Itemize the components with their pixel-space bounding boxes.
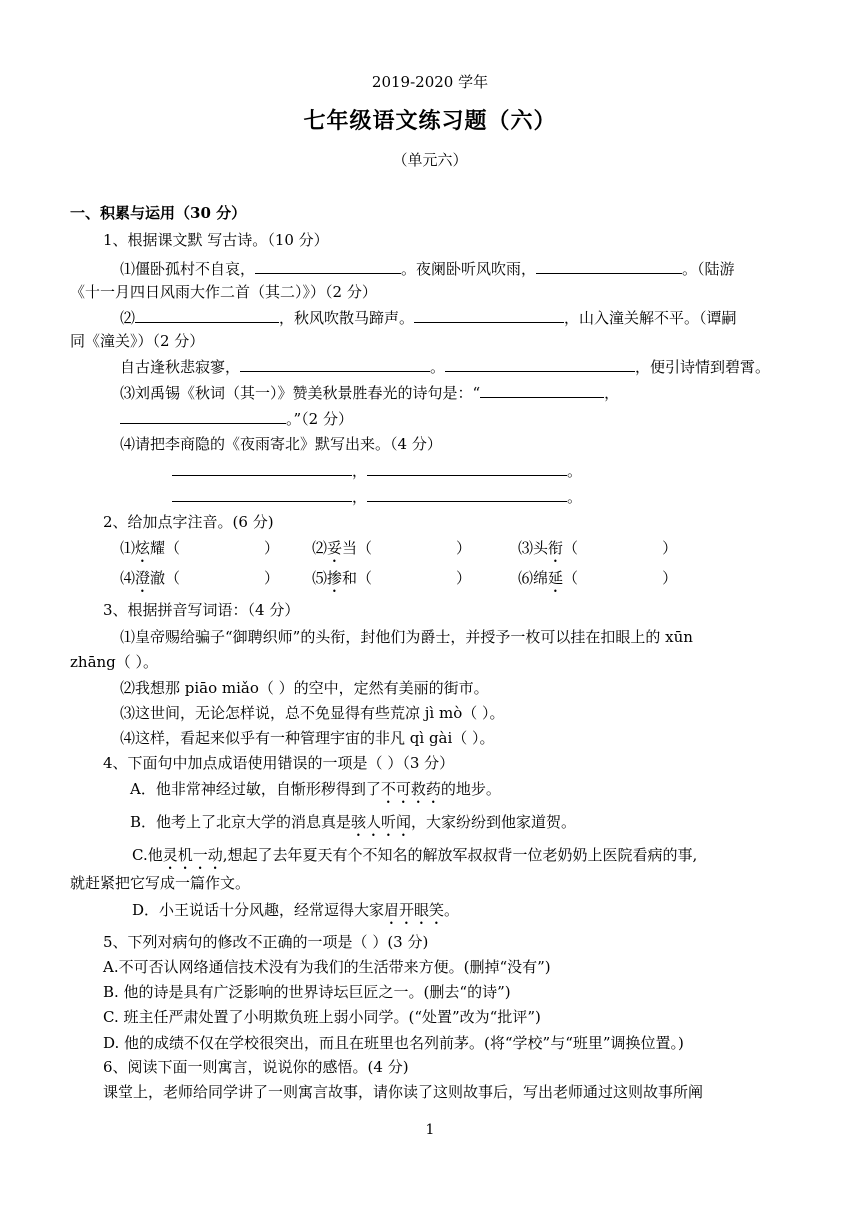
- answer-blank[interactable]: [445, 356, 635, 372]
- q2-item-2: ⑵妥当（ ）: [312, 539, 472, 557]
- answer-blank[interactable]: [536, 258, 682, 274]
- answer-blank[interactable]: [367, 486, 567, 502]
- q5-option-c: C. 班主任严肃处置了小明欺负班上弱小同学。(“处置”改为“批评”): [103, 1008, 541, 1026]
- q1-poem-5-blanks-2: ， 。: [172, 486, 582, 507]
- q1-poem-3-line: 自古逢秋悲寂寥， 。 ，便引诗情到碧霄。: [120, 358, 771, 376]
- answer-blank[interactable]: [480, 382, 604, 398]
- section-title: 一、积累与运用（30 分）: [70, 204, 247, 222]
- q4-option-b: B．他考上了北京大学的消息真是骇人听闻，大家纷纷到他家道贺。: [130, 813, 577, 831]
- q1-poem-5-blanks-1: ， 。: [172, 460, 582, 481]
- q1-poem-1-source: 《十一月四日风雨大作二首（其二）》）（2 分）: [70, 283, 377, 301]
- question-3-title: 3、根据拼音写词语：（4 分）: [103, 601, 300, 619]
- q5-option-d: D. 他的成绩不仅在学校很突出，而且在班里也名列前茅。(将“学校”与“班里”调换位置。): [103, 1034, 684, 1052]
- school-year: 2019-2020 学年: [371, 73, 489, 91]
- q3-line-1: ⑴皇帝赐给骗子“御聘织师”的头衔，封他们为爵士，并授予一枚可以挂在扣眼上的 xūn: [120, 628, 693, 646]
- q1-poem-2-line: ⑵ ，秋风吹散马蹄声。 ，山入潼关解不平。（谭嗣: [120, 309, 737, 327]
- q5-option-a: A.不可否认网络通信技术没有为我们的生活带来方便。(删掉“没有”): [103, 958, 551, 976]
- page-title: 七年级语文练习题（六）: [303, 108, 557, 134]
- q1-poem-4-line: ⑶刘禹锡《秋词（其一）》赞美秋景胜春光的诗句是：“ ，: [120, 384, 620, 402]
- answer-blank[interactable]: [135, 307, 279, 323]
- answer-blank[interactable]: [172, 460, 352, 476]
- unit-subtitle: （单元六）: [392, 151, 468, 169]
- answer-blank[interactable]: [172, 486, 352, 502]
- answer-blank[interactable]: [120, 408, 286, 424]
- q3-line-3: ⑶这世间，无论怎样说，总不免显得有些荒凉 jì mò（ ）。: [120, 704, 505, 722]
- q2-item-6: ⑹绵延（ ）: [518, 569, 678, 587]
- q4-option-c-line-2: 就赶紧把它写成一篇作文。: [70, 874, 251, 892]
- answer-blank[interactable]: [367, 460, 567, 476]
- question-4-title: 4、下面句中加点成语使用错误的一项是（ ）（3 分）: [103, 754, 455, 772]
- q5-option-b: B. 他的诗是具有广泛影响的世界诗坛巨匠之一。(删去“的诗”): [103, 983, 511, 1001]
- q2-item-3: ⑶头衔（ ）: [518, 539, 678, 557]
- answer-blank[interactable]: [240, 356, 430, 372]
- question-1-title: 1、根据课文默 写古诗。（10 分）: [103, 231, 329, 249]
- answer-blank[interactable]: [255, 258, 401, 274]
- q4-option-a: A．他非常神经过敏，自惭形秽得到了不可救药的地步。: [130, 780, 501, 798]
- q1-poem-2-source: 同《潼关》）（2 分）: [70, 332, 205, 350]
- q6-line-1: 课堂上，老师给同学讲了一则寓言故事，请你读了这则故事后，写出老师通过这则故事所阐: [103, 1083, 704, 1101]
- q4-option-c: C.他灵机一动,想起了去年夏天有个不知名的解放军叔叔背一位老奶奶上医院看病的事,: [132, 846, 698, 864]
- q1-poem-5-prompt: ⑷请把李商隐的《夜雨寄北》默写出来。（4 分）: [120, 435, 442, 453]
- q3-line-2: ⑵我想那 piāo miǎo（ ）的空中，定然有美丽的街市。: [120, 679, 489, 697]
- page-number: 1: [425, 1122, 435, 1138]
- q4-option-d: D．小王说话十分风趣，经常逗得大家眉开眼笑。: [132, 901, 460, 919]
- q2-item-1: ⑴炫耀（ ）: [120, 539, 280, 557]
- answer-blank[interactable]: [414, 307, 564, 323]
- q2-item-4: ⑷澄澈（ ）: [120, 569, 280, 587]
- question-5-title: 5、下列对病句的修改不正确的一项是（ ）(3 分): [103, 933, 429, 951]
- q3-line-1b: zhāng（ ）。: [70, 653, 159, 671]
- question-6-title: 6、阅读下面一则寓言，说说你的感悟。(4 分): [103, 1058, 409, 1076]
- q1-poem-4-line-2: 。”（2 分）: [120, 408, 353, 429]
- question-2-title: 2、给加点字注音。(6 分): [103, 513, 274, 531]
- q3-line-4: ⑷这样，看起来似乎有一种管理宇宙的非凡 qì gài（ ）。: [120, 729, 495, 747]
- q1-poem-1-line: ⑴僵卧孤村不自哀， 。夜阑卧听风吹雨， 。（陆游: [120, 260, 735, 278]
- q2-item-5: ⑸掺和（ ）: [312, 569, 472, 587]
